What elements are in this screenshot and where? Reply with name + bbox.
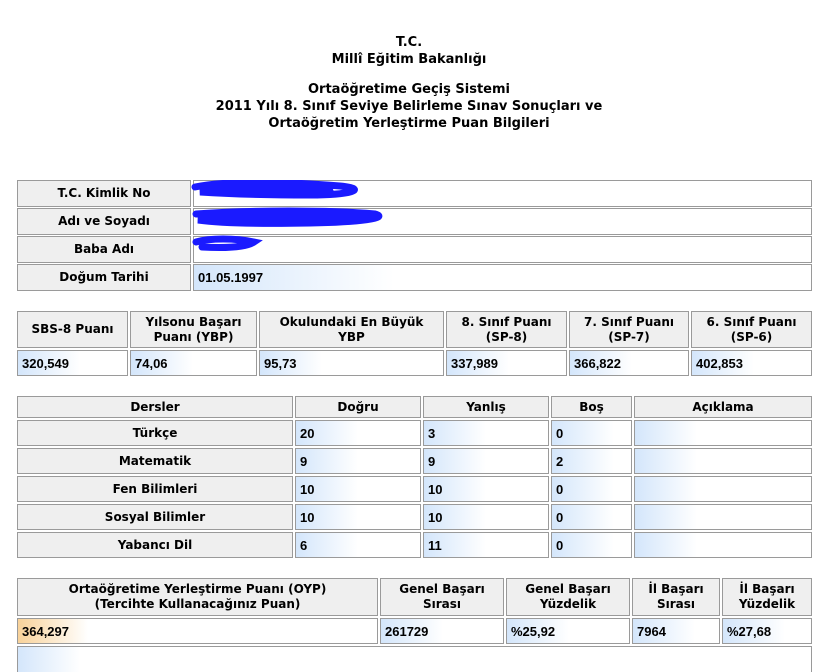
placement-header-general-percentile: Genel Başarı Yüzdelik	[506, 578, 630, 616]
subject-dogru: 10	[295, 476, 421, 502]
subject-bos: 0	[551, 504, 632, 530]
subject-dogru: 10	[295, 504, 421, 530]
header-line-placement: Ortaöğretim Yerleştirme Puan Bilgileri	[268, 116, 550, 131]
placement-header-general-rank: Genel Başarı Sırası	[380, 578, 504, 616]
header-line-tc: T.C.	[395, 35, 423, 50]
placement-header-oyp: Ortaöğretime Yerleştirme Puanı (OYP) (Tercihte Kullanacağınız Puan)	[17, 578, 378, 616]
subject-name: Yabancı Dil	[17, 532, 293, 558]
subject-aciklama	[634, 420, 812, 446]
header-line-system: Ortaöğretime Geçiş Sistemi	[308, 82, 510, 97]
score-header-sp7: 7. Sınıf Puanı (SP-7)	[569, 311, 689, 348]
score-value-sbs8: 320,549	[17, 350, 128, 376]
score-value-ybp: 74,06	[130, 350, 257, 376]
score-header-max-ybp: Okulundaki En Büyük YBP	[259, 311, 444, 348]
birth-date-value: 01.05.1997	[193, 264, 812, 291]
father-name-label: Baba Adı	[17, 236, 191, 263]
tc-no-label: T.C. Kimlik No	[17, 180, 191, 207]
placement-header-province-rank: İl Başarı Sırası	[632, 578, 720, 616]
score-value-sp6: 402,853	[691, 350, 812, 376]
subject-bos: 0	[551, 420, 632, 446]
placement-value-general-rank: 261729	[380, 618, 504, 644]
redaction-scribble-icon	[190, 180, 400, 260]
subject-aciklama	[634, 504, 812, 530]
subject-name: Fen Bilimleri	[17, 476, 293, 502]
score-header-sp6: 6. Sınıf Puanı (SP-6)	[691, 311, 812, 348]
score-header-sp8: 8. Sınıf Puanı (SP-8)	[446, 311, 567, 348]
header-line-results: 2011 Yılı 8. Sınıf Seviye Belirleme Sınav Sonuçları ve	[215, 99, 603, 114]
page-header	[0, 34, 818, 132]
placement-extra-row	[17, 646, 812, 672]
subject-yanlis: 11	[423, 532, 549, 558]
placement-value-province-percentile: %27,68	[722, 618, 812, 644]
score-header-ybp: Yılsonu Başarı Puanı (YBP)	[130, 311, 257, 348]
name-label: Adı ve Soyadı	[17, 208, 191, 235]
subject-aciklama	[634, 448, 812, 474]
birth-date-label: Doğum Tarihi	[17, 264, 191, 291]
placement-value-province-rank: 7964	[632, 618, 720, 644]
subject-bos: 0	[551, 532, 632, 558]
subjects-header-yanlis: Yanlış	[423, 396, 549, 418]
score-header-sbs8: SBS-8 Puanı	[17, 311, 128, 348]
placement-value-oyp: 364,297	[17, 618, 378, 644]
subject-dogru: 6	[295, 532, 421, 558]
subject-aciklama	[634, 476, 812, 502]
score-value-max-ybp: 95,73	[259, 350, 444, 376]
header-line-ministry: Millî Eğitim Bakanlığı	[331, 52, 487, 67]
subjects-header-bos: Boş	[551, 396, 632, 418]
subject-dogru: 20	[295, 420, 421, 446]
subjects-header-dersler: Dersler	[17, 396, 293, 418]
score-value-sp8: 337,989	[446, 350, 567, 376]
subject-yanlis: 3	[423, 420, 549, 446]
subject-name: Sosyal Bilimler	[17, 504, 293, 530]
subject-yanlis: 9	[423, 448, 549, 474]
subjects-header-aciklama: Açıklama	[634, 396, 812, 418]
subject-yanlis: 10	[423, 476, 549, 502]
subject-bos: 0	[551, 476, 632, 502]
subject-dogru: 9	[295, 448, 421, 474]
subject-bos: 2	[551, 448, 632, 474]
subject-name: Türkçe	[17, 420, 293, 446]
subjects-header-dogru: Doğru	[295, 396, 421, 418]
subject-aciklama	[634, 532, 812, 558]
subject-name: Matematik	[17, 448, 293, 474]
subject-yanlis: 10	[423, 504, 549, 530]
placement-value-general-percentile: %25,92	[506, 618, 630, 644]
placement-header-province-percentile: İl Başarı Yüzdelik	[722, 578, 812, 616]
score-value-sp7: 366,822	[569, 350, 689, 376]
